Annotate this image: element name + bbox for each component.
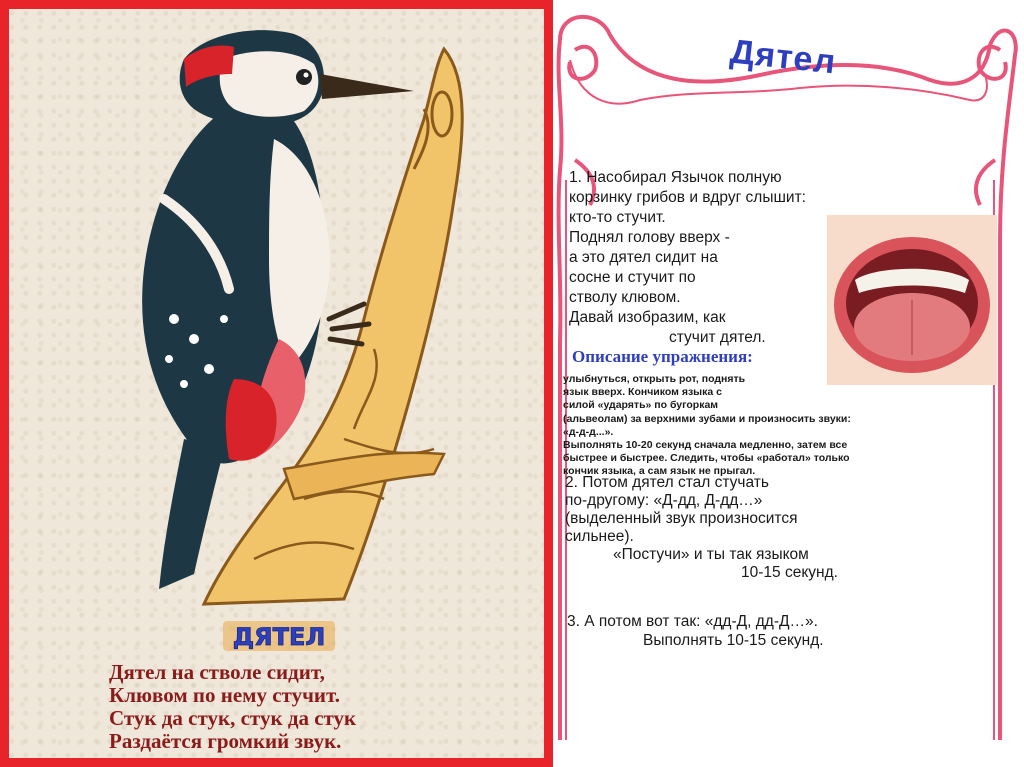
story-line: 2. Потом дятел стал стучать — [565, 474, 769, 491]
description-line: быстрее и быстрее. Следить, чтобы «работал» только — [563, 452, 850, 465]
description-line: Выполнять 10-20 секунд сначала медленно, затем все — [563, 439, 848, 452]
story-line: Выполнять 10-15 секунд. — [643, 632, 824, 649]
story-line: 1. Насобирал Язычок полную — [569, 169, 782, 186]
story-line: стволу клювом. — [569, 289, 681, 306]
description-line: кончик языка, а сам язык не прыгал. — [563, 465, 756, 478]
story-line: (выделенный звук произносится — [565, 510, 798, 527]
story-line: стучит дятел. — [669, 329, 766, 346]
card-title: Дятел — [728, 32, 838, 82]
description-title: Описание упражнения: — [572, 347, 753, 366]
description-line: «д-д-д...». — [563, 425, 614, 438]
poem-line: Стук да стук, стук да стук — [109, 706, 357, 730]
svg-text:ДЯТЕЛ: ДЯТЕЛ — [232, 623, 326, 651]
description-line: (альвеолам) за верхними зубами и произносить звуки: — [563, 412, 851, 425]
exercise-story-3 — [567, 612, 987, 650]
story-line: по-другому: «Д-дд, Д-дд…» — [565, 492, 763, 509]
description-line: силой «ударять» по бугоркам — [563, 399, 719, 412]
poem-line: Дятел на стволе сидит, — [109, 660, 325, 684]
description-line: улыбнуться, открыть рот, поднять — [563, 373, 746, 385]
story-line: 3. А потом вот так: «дд-Д, дд-Д…». — [567, 613, 818, 630]
story-line: 10-15 секунд. — [741, 564, 838, 581]
open-mouth-photo — [827, 215, 997, 385]
story-line: «Постучи» и ты так языком — [613, 546, 809, 563]
exercise-story-1 — [569, 168, 829, 348]
poem-line: Клювом по нему стучит. — [109, 683, 341, 707]
poem-line: Раздаётся громкий звук. — [109, 729, 342, 753]
story-line: сосне и стучит по — [569, 269, 696, 286]
story-line: кто-то стучит. — [569, 209, 666, 226]
exercise-story-2 — [565, 474, 985, 582]
story-line: Давай изобразим, как — [569, 309, 726, 326]
story-line: сильнее). — [565, 528, 634, 545]
description-line: язык вверх. Кончиком языка с — [563, 386, 723, 399]
story-line: а это дятел сидит на — [569, 249, 718, 266]
story-line: корзинку грибов и вдруг слышит: — [569, 189, 806, 206]
exercise-description — [563, 373, 1003, 479]
story-line: Поднял голову вверх - — [569, 229, 730, 246]
